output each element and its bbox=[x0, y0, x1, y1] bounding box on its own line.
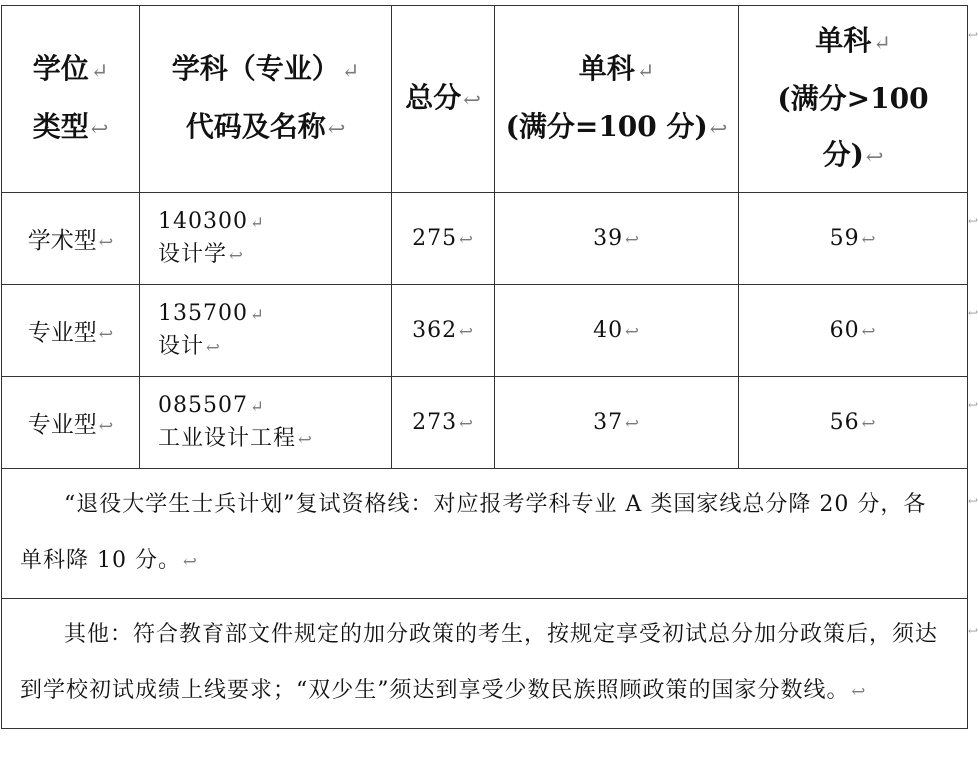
veteran-note-row bbox=[2, 469, 968, 599]
score-line-table bbox=[1, 5, 968, 729]
single-gt100-cell: 59 ↩ bbox=[739, 193, 968, 285]
row-end-marker: ↩ bbox=[968, 398, 978, 412]
row-end-marker: ↩ bbox=[968, 214, 978, 228]
degree-type-cell: 学术型 ↩ bbox=[2, 193, 140, 285]
total-score-cell: 362 ↩ bbox=[392, 285, 495, 377]
row-end-marker: ↩ bbox=[968, 306, 978, 320]
row-end-marker: ↩ bbox=[968, 624, 978, 638]
header-single-gt100: 单科↵ (满分>100 分)↩ bbox=[739, 6, 968, 193]
subject-cell: 085507 ↵ 工业设计工程 ↩ bbox=[140, 377, 392, 469]
row-end-marker: ↩ bbox=[968, 494, 978, 508]
degree-type-cell: 专业型 ↩ bbox=[2, 377, 140, 469]
table-header-row bbox=[2, 6, 968, 193]
other-note-row bbox=[2, 599, 968, 729]
single-gt100-cell: 56 ↩ bbox=[739, 377, 968, 469]
total-score-cell: 275 ↩ bbox=[392, 193, 495, 285]
table-row bbox=[2, 377, 968, 469]
table-row bbox=[2, 193, 968, 285]
subject-cell: 135700 ↵ 设计 ↩ bbox=[140, 285, 392, 377]
subject-cell: 140300 ↵ 设计学 ↩ bbox=[140, 193, 392, 285]
row-end-marker: ↩ bbox=[968, 28, 978, 42]
header-degree-type: 学位↵ 类型↩ bbox=[2, 6, 140, 193]
table-row bbox=[2, 285, 968, 377]
total-score-cell: 273 ↩ bbox=[392, 377, 495, 469]
header-total: 总分↩ bbox=[392, 6, 495, 193]
other-note: 其他：符合教育部文件规定的加分政策的考生，按规定享受初试总分加分政策后，须达到学校初试成绩上线要求；“双少生”须达到享受少数民族照顾政策的国家分数线。 ↩ bbox=[2, 599, 968, 729]
header-subject: 学科（专业）↵ 代码及名称↩ bbox=[140, 6, 392, 193]
single-100-cell: 39 ↩ bbox=[495, 193, 739, 285]
veteran-note: “退役大学生士兵计划”复试资格线：对应报考学科专业 A 类国家线总分降 20 分，各单科降 10 分。 ↩ bbox=[2, 469, 968, 599]
header-single-100: 单科↵ (满分=100 分)↩ bbox=[495, 6, 739, 193]
single-100-cell: 37 ↩ bbox=[495, 377, 739, 469]
single-100-cell: 40 ↩ bbox=[495, 285, 739, 377]
degree-type-cell: 专业型 ↩ bbox=[2, 285, 140, 377]
single-gt100-cell: 60 ↩ bbox=[739, 285, 968, 377]
